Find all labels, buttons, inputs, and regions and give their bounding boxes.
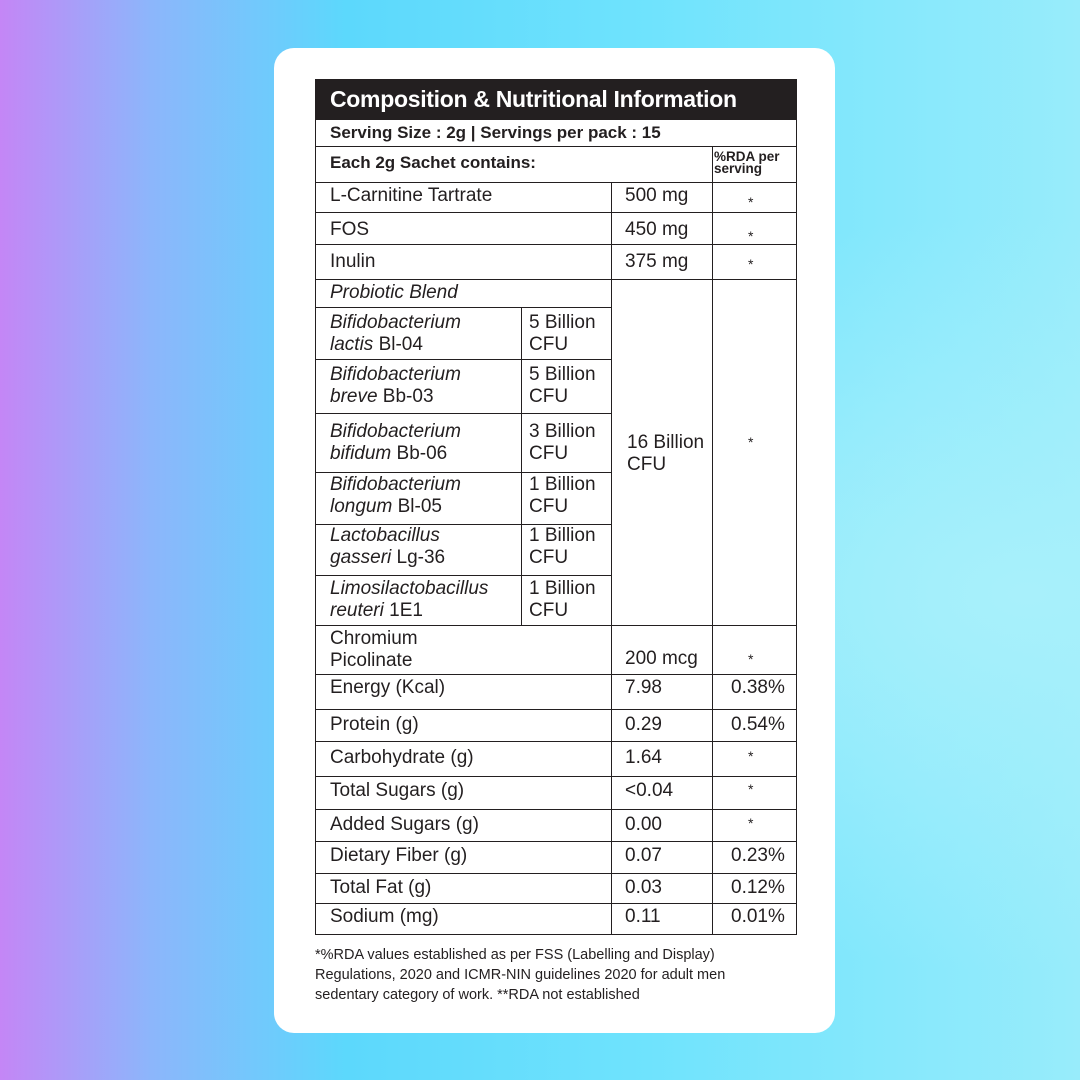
rda-value: * [748, 651, 754, 667]
table-rule [315, 903, 797, 904]
chromium-name-line1: Chromium [330, 628, 418, 649]
probiotic-total-line1: 16 Billion [627, 432, 705, 453]
strain-amount [529, 364, 596, 408]
strain-genus: Lactobacillus [330, 525, 440, 546]
ingredient-amount: 450 mg [625, 219, 689, 240]
table-rule [315, 873, 797, 874]
strain-amount-line1: 1 Billion [529, 525, 596, 546]
nutrient-amount: 0.07 [625, 845, 662, 866]
header-rda-line2: serving [714, 161, 763, 176]
rda-value: * [748, 434, 754, 450]
table-rule [315, 146, 797, 147]
table-rule [315, 809, 797, 810]
strain-amount-line2: CFU [529, 547, 569, 568]
table-rule [315, 841, 797, 842]
strain-code: Lg-36 [391, 547, 446, 568]
footnote-line: sedentary category of work. **RDA not established [315, 987, 640, 1003]
rda-value: 0.23% [731, 845, 785, 866]
rda-value: * [748, 781, 754, 797]
strain-amount [529, 312, 596, 356]
nutrient-name: Carbohydrate (g) [330, 747, 474, 768]
strain-code: Bb-06 [391, 443, 448, 464]
table-rule [315, 359, 611, 360]
strain-code: 1E1 [383, 600, 423, 621]
table-rule [315, 472, 611, 473]
strain-name [330, 364, 461, 408]
nutrient-amount: 0.11 [625, 906, 661, 927]
strain-amount-line2: CFU [529, 443, 569, 464]
table-rule [315, 413, 611, 414]
header-each-sachet: Each 2g Sachet contains: [330, 153, 536, 172]
table-rule [315, 244, 797, 245]
strain-amount-line2: CFU [529, 334, 569, 355]
strain-amount-line1: 5 Billion [529, 312, 596, 333]
ingredient-name: Inulin [330, 251, 376, 272]
strain-genus: Bifidobacterium [330, 474, 461, 495]
nutrient-amount: 7.98 [625, 677, 662, 698]
nutrient-amount: 0.00 [625, 814, 662, 835]
table-rule [315, 307, 611, 308]
footnote [315, 945, 825, 1005]
table-rule [712, 146, 713, 935]
table-rule [315, 575, 611, 576]
nutrient-name: Energy (Kcal) [330, 677, 446, 698]
ingredient-name: FOS [330, 219, 370, 240]
strain-amount [529, 578, 596, 622]
strain-species: lactis [330, 334, 374, 355]
table-rule [315, 709, 797, 710]
ingredient-name: L-Carnitine Tartrate [330, 185, 493, 206]
strain-genus: Limosilactobacillus [330, 578, 489, 599]
strain-amount-line1: 3 Billion [529, 421, 596, 442]
rda-value: 0.12% [731, 877, 785, 898]
nutrient-name: Total Sugars (g) [330, 780, 465, 801]
chromium-amount: 200 mcg [625, 648, 698, 669]
table-rule [315, 279, 797, 280]
strain-amount-line1: 5 Billion [529, 364, 596, 385]
nutrient-name: Sodium (mg) [330, 906, 439, 927]
strain-code: Bb-03 [377, 386, 434, 407]
strain-genus: Bifidobacterium [330, 312, 461, 333]
nutrient-amount: 0.29 [625, 714, 662, 735]
strain-name [330, 474, 461, 518]
strain-species: longum [330, 496, 393, 517]
nutrient-amount: <0.04 [625, 780, 674, 801]
strain-amount [529, 474, 596, 518]
strain-amount-line2: CFU [529, 496, 569, 517]
nutrient-name: Total Fat (g) [330, 877, 432, 898]
rda-value: * [748, 815, 754, 831]
strain-name [330, 312, 461, 356]
table-rule [315, 212, 797, 213]
strain-species: reuteri [330, 600, 384, 621]
footnote-line: *%RDA values established as per FSS (Labelling and Display) [315, 947, 715, 963]
table-rule [611, 182, 612, 935]
strain-genus: Bifidobacterium [330, 364, 461, 385]
strain-code: Bl-05 [392, 496, 442, 517]
nutrient-amount: 1.64 [625, 747, 662, 768]
strain-name [330, 578, 488, 622]
strain-name [330, 421, 461, 465]
table-rule [315, 776, 797, 777]
table-title: Composition & Nutritional Information [315, 79, 797, 120]
strain-species: gasseri [330, 547, 392, 568]
strain-code: Bl-04 [373, 334, 423, 355]
table-rule [315, 182, 797, 183]
nutrient-amount: 0.03 [625, 877, 662, 898]
rda-value: 0.01% [731, 906, 785, 927]
rda-value: * [748, 748, 754, 764]
rda-value: * [748, 194, 754, 210]
nutrient-name: Dietary Fiber (g) [330, 845, 468, 866]
ingredient-amount: 375 mg [625, 251, 689, 272]
ingredient-amount: 500 mg [625, 185, 689, 206]
strain-amount-line1: 1 Billion [529, 474, 596, 495]
strain-amount [529, 525, 596, 569]
nutrient-name: Protein (g) [330, 714, 419, 735]
nutrient-name: Added Sugars (g) [330, 814, 479, 835]
rda-value: 0.54% [731, 714, 785, 735]
table-rule [521, 307, 522, 625]
strain-amount-line1: 1 Billion [529, 578, 596, 599]
chromium-name-line2: Picolinate [330, 650, 413, 671]
chromium-name [330, 628, 418, 672]
rda-value: * [748, 256, 754, 272]
header-rda-line1: %RDA per [714, 149, 780, 164]
table-rule [315, 674, 797, 675]
probiotic-label: Probiotic Blend [330, 282, 458, 303]
strain-amount-line2: CFU [529, 386, 569, 407]
rda-value: 0.38% [731, 677, 785, 698]
serving-info: Serving Size : 2g | Servings per pack : 15 [330, 123, 661, 142]
footnote-line: Regulations, 2020 and ICMR-NIN guidelines 2020 for adult men [315, 967, 726, 983]
probiotic-total-line2: CFU [627, 454, 667, 475]
strain-species: bifidum [330, 443, 392, 464]
table-rule [315, 741, 797, 742]
strain-species: breve [330, 386, 378, 407]
rda-value: * [748, 228, 754, 244]
strain-genus: Bifidobacterium [330, 421, 461, 442]
strain-amount [529, 421, 596, 465]
strain-name [330, 525, 445, 569]
table-rule [315, 625, 797, 626]
strain-amount-line2: CFU [529, 600, 569, 621]
probiotic-total [627, 432, 704, 476]
